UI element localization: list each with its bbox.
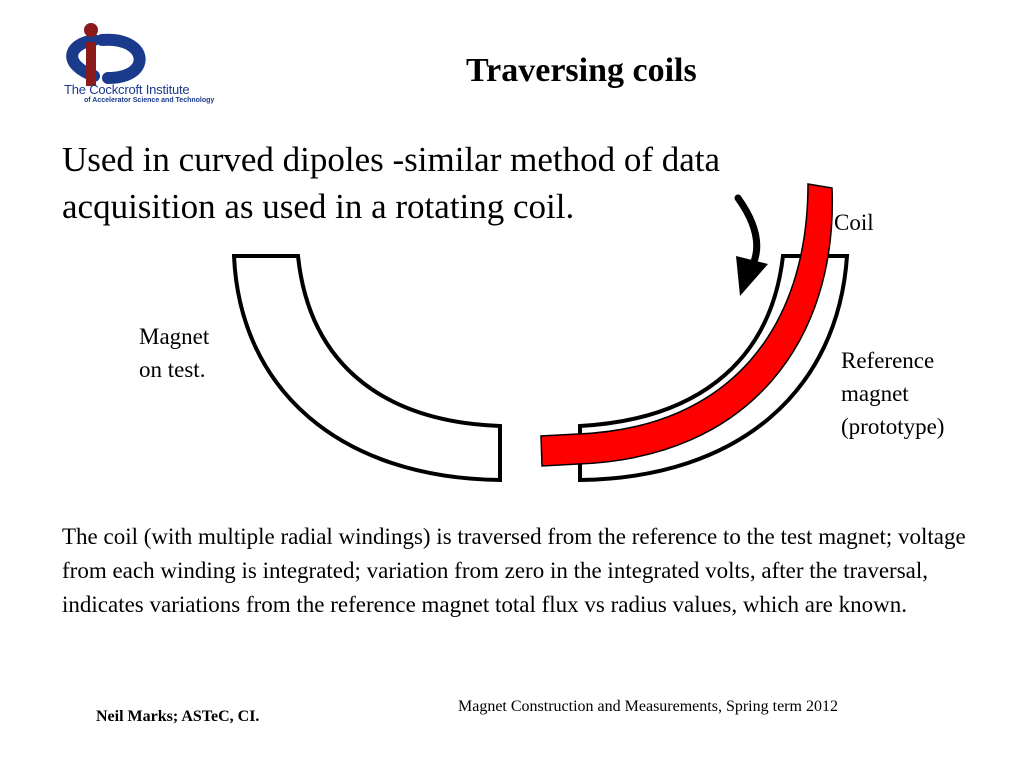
label-magnet-line1: Magnet [139,324,210,349]
footer-course: Magnet Construction and Measurements, Spring term 2012 [458,698,838,715]
traverse-arrow-head [736,256,768,296]
logo-name-line: The Cockcroft Institute [64,82,190,97]
lead-paragraph: Used in curved dipoles -similar method of data acquisition as used in a rotating coil. [62,140,721,226]
slide-title: Traversing coils [466,52,697,89]
label-coil: Coil [834,210,874,235]
label-magnet-on-test [139,320,209,386]
label-ref-line2: magnet [841,381,909,406]
body-paragraph: The coil (with multiple radial windings) is traversed from the reference to the test magnet; voltage from each winding is integrated; variation from zero in the integrated volts, after the traversal, indicates variations from the reference magnet total flux vs radius values, which are known. [62,524,966,617]
logo-sub-line: of Accelerator Science and Technology [84,97,215,104]
label-ref-line3: (prototype) [841,414,945,439]
magnet-on-test-shape [234,256,500,480]
footer-author: Neil Marks; ASTeC, CI. [96,708,260,725]
coil-shape [541,184,832,466]
label-ref-line1: Reference [841,348,935,373]
label-reference-magnet [841,344,944,443]
label-magnet-line2: on test. [139,357,206,382]
